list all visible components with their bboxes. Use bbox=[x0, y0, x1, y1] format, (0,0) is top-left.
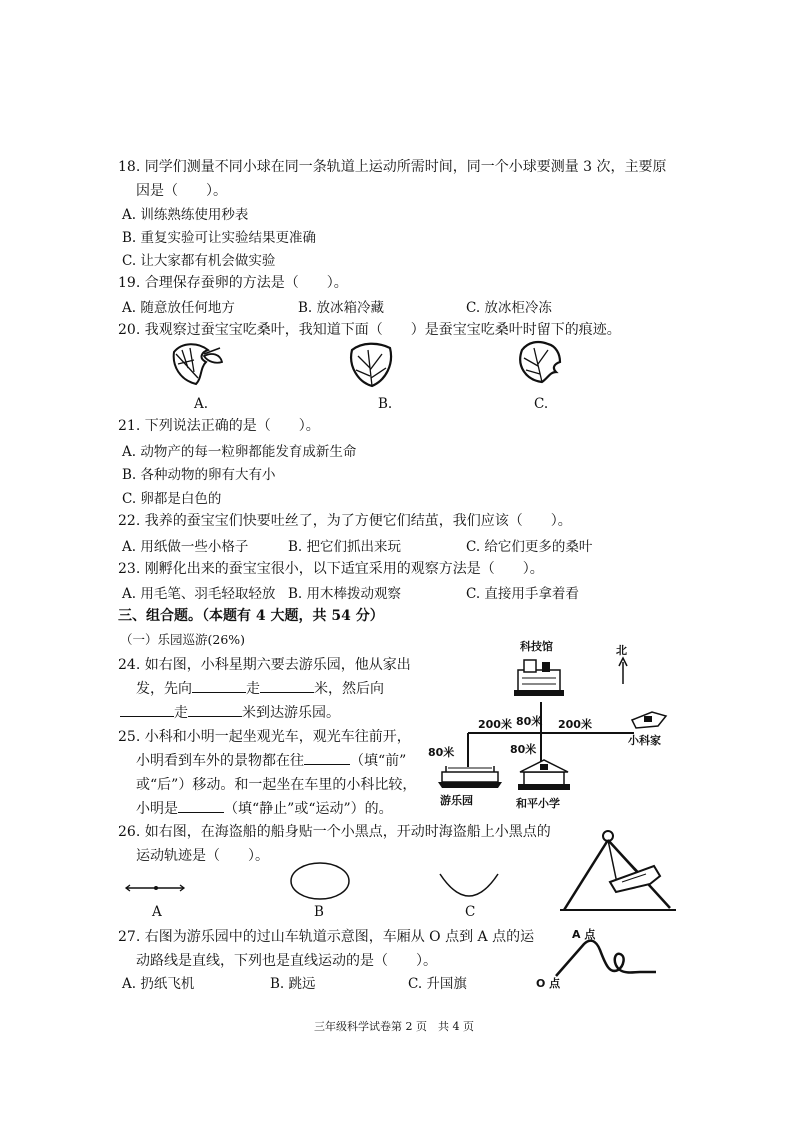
pirate-ship-figure bbox=[560, 826, 684, 912]
q23-stem: 23. 刚孵化出来的蚕宝宝很小，以下适宜采用的观察方法是（ ）。 bbox=[118, 561, 544, 577]
map-label-80m-top: 80米 bbox=[516, 715, 543, 728]
q23-option-a: A. 用毛笔、羽毛轻取轻放 bbox=[122, 586, 276, 602]
q19-option-c: C. 放冰柜冷冻 bbox=[466, 300, 552, 316]
section3-title: 三、组合题。（本题有 4 大题，共 54 分） bbox=[118, 608, 384, 624]
q25-line1: 25. 小科和小明一起坐观光车，观光车往前开， bbox=[118, 729, 411, 745]
amusement-park-icon bbox=[438, 766, 502, 788]
q26-line2: 运动轨迹是（ ）。 bbox=[136, 848, 269, 864]
q24-text: 发，先向 bbox=[136, 681, 192, 697]
q25-line4 bbox=[136, 798, 393, 818]
q25-text: （填“前” bbox=[350, 753, 407, 769]
q19-option-b: B. 放冰箱冷藏 bbox=[298, 300, 385, 316]
roller-coaster-figure bbox=[532, 924, 692, 994]
q25-text: （填“静止”或“运动”）的。 bbox=[224, 801, 393, 817]
q25-line2 bbox=[136, 750, 406, 770]
q27-option-b: B. 跳远 bbox=[270, 976, 316, 992]
q27-line2: 动路线是直线，下列也是直线运动的是（ ）。 bbox=[136, 953, 437, 969]
q21-stem: 21. 下列说法正确的是（ ）。 bbox=[118, 418, 320, 434]
map-label-school: 和平小学 bbox=[516, 797, 560, 810]
trajectory-a-figure bbox=[124, 878, 188, 894]
q21-option-a: A. 动物产的每一粒卵都能发育成新生命 bbox=[122, 444, 357, 460]
north-arrow-icon bbox=[619, 658, 627, 684]
q26-option-a: A bbox=[152, 904, 162, 920]
q21-option-c: C. 卵都是白色的 bbox=[122, 491, 222, 507]
q24-blank-distance2[interactable] bbox=[188, 702, 242, 717]
q25-text: 小明是 bbox=[136, 801, 178, 817]
science-museum-icon bbox=[514, 660, 564, 696]
map-label-north: 北 bbox=[616, 644, 627, 657]
q24-text: 走 bbox=[246, 681, 260, 697]
q20-stem: 20. 我观察过蚕宝宝吃桑叶，我知道下面（ ）是蚕宝宝吃桑叶时留下的痕迹。 bbox=[118, 322, 621, 338]
q26-option-b: B bbox=[314, 904, 324, 920]
q20-option-c: C. bbox=[534, 396, 549, 412]
q25-blank-direction[interactable] bbox=[304, 750, 350, 765]
map-label-park: 游乐园 bbox=[440, 794, 473, 807]
q26-line1: 26. 如右图，在海盗船的船身贴一个小黑点，开动时海盗船上小黑点的 bbox=[118, 824, 551, 840]
route-map bbox=[420, 632, 680, 812]
q18-stem-line2: 因是（ ）。 bbox=[136, 183, 227, 199]
q24-line3 bbox=[120, 702, 340, 722]
q18-option-a: A. 训练熟练使用秒表 bbox=[122, 207, 249, 223]
label-point-o: O 点 bbox=[536, 977, 561, 990]
q24-text: 米到达游乐园。 bbox=[242, 705, 340, 721]
school-icon bbox=[518, 760, 570, 790]
leaf-b-figure bbox=[346, 340, 396, 388]
q24-blank-direction1[interactable] bbox=[192, 678, 246, 693]
q23-option-b: B. 用木棒拨动观察 bbox=[288, 586, 402, 602]
q24-text: 走 bbox=[174, 705, 188, 721]
q24-line1: 24. 如右图，小科星期六要去游乐园，他从家出 bbox=[118, 657, 411, 673]
q22-stem: 22. 我养的蚕宝宝们快要吐丝了，为了方便它们结茧，我们应该（ ）。 bbox=[118, 513, 572, 529]
map-label-80m-left: 80米 bbox=[428, 746, 455, 759]
q22-option-b: B. 把它们抓出来玩 bbox=[288, 539, 402, 555]
map-label-80m-mid: 80米 bbox=[510, 743, 537, 756]
map-label-science-museum: 科技馆 bbox=[520, 640, 553, 653]
q18-option-c: C. 让大家都有机会做实验 bbox=[122, 253, 276, 269]
q27-line1: 27. 右图为游乐园中的过山车轨道示意图，车厢从 O 点到 A 点的运 bbox=[118, 929, 535, 945]
label-point-a: A 点 bbox=[572, 928, 596, 941]
q20-option-a: A. bbox=[194, 396, 209, 412]
map-label-home: 小科家 bbox=[628, 734, 661, 747]
q20-option-b: B. bbox=[378, 396, 393, 412]
q18-stem-line1: 18. 同学们测量不同小球在同一条轨道上运动所需时间，同一个小球要测量 3 次，主要原 bbox=[118, 159, 667, 175]
q18-option-b: B. 重复实验可让实验结果更准确 bbox=[122, 230, 317, 246]
q24-blank-direction2[interactable] bbox=[120, 702, 174, 717]
map-label-200m-right: 200米 bbox=[558, 718, 592, 731]
q21-option-b: B. 各种动物的卵有大有小 bbox=[122, 467, 276, 483]
map-label-200m-left: 200米 bbox=[478, 718, 512, 731]
q19-stem: 19. 合理保存蚕卵的方法是（ ）。 bbox=[118, 275, 348, 291]
leaf-c-figure bbox=[514, 338, 564, 386]
q24-text: 米，然后向 bbox=[314, 681, 384, 697]
trajectory-b-figure bbox=[288, 860, 352, 902]
q19-option-a: A. 随意放任何地方 bbox=[122, 300, 235, 316]
q22-option-c: C. 给它们更多的桑叶 bbox=[466, 539, 593, 555]
page-footer: 三年级科学试卷第 2 页 共 4 页 bbox=[314, 1020, 474, 1033]
section3-subtitle: （一）乐园巡游(26%) bbox=[120, 632, 246, 647]
q24-blank-distance1[interactable] bbox=[260, 678, 314, 693]
q23-option-c: C. 直接用手拿着看 bbox=[466, 586, 579, 602]
q24-line2 bbox=[136, 678, 384, 698]
q25-line3: 或“后”）移动。和一起坐在车里的小科比较， bbox=[136, 777, 417, 793]
q26-option-c: C bbox=[465, 904, 476, 920]
q27-option-c: C. 升国旗 bbox=[408, 976, 467, 992]
home-icon bbox=[632, 712, 666, 728]
q25-text: 小明看到车外的景物都在往 bbox=[136, 753, 304, 769]
leaf-a-figure bbox=[168, 338, 228, 388]
trajectory-c-figure bbox=[436, 868, 502, 902]
q25-blank-state[interactable] bbox=[178, 798, 224, 813]
q22-option-a: A. 用纸做一些小格子 bbox=[122, 539, 249, 555]
q27-option-a: A. 扔纸飞机 bbox=[122, 976, 195, 992]
